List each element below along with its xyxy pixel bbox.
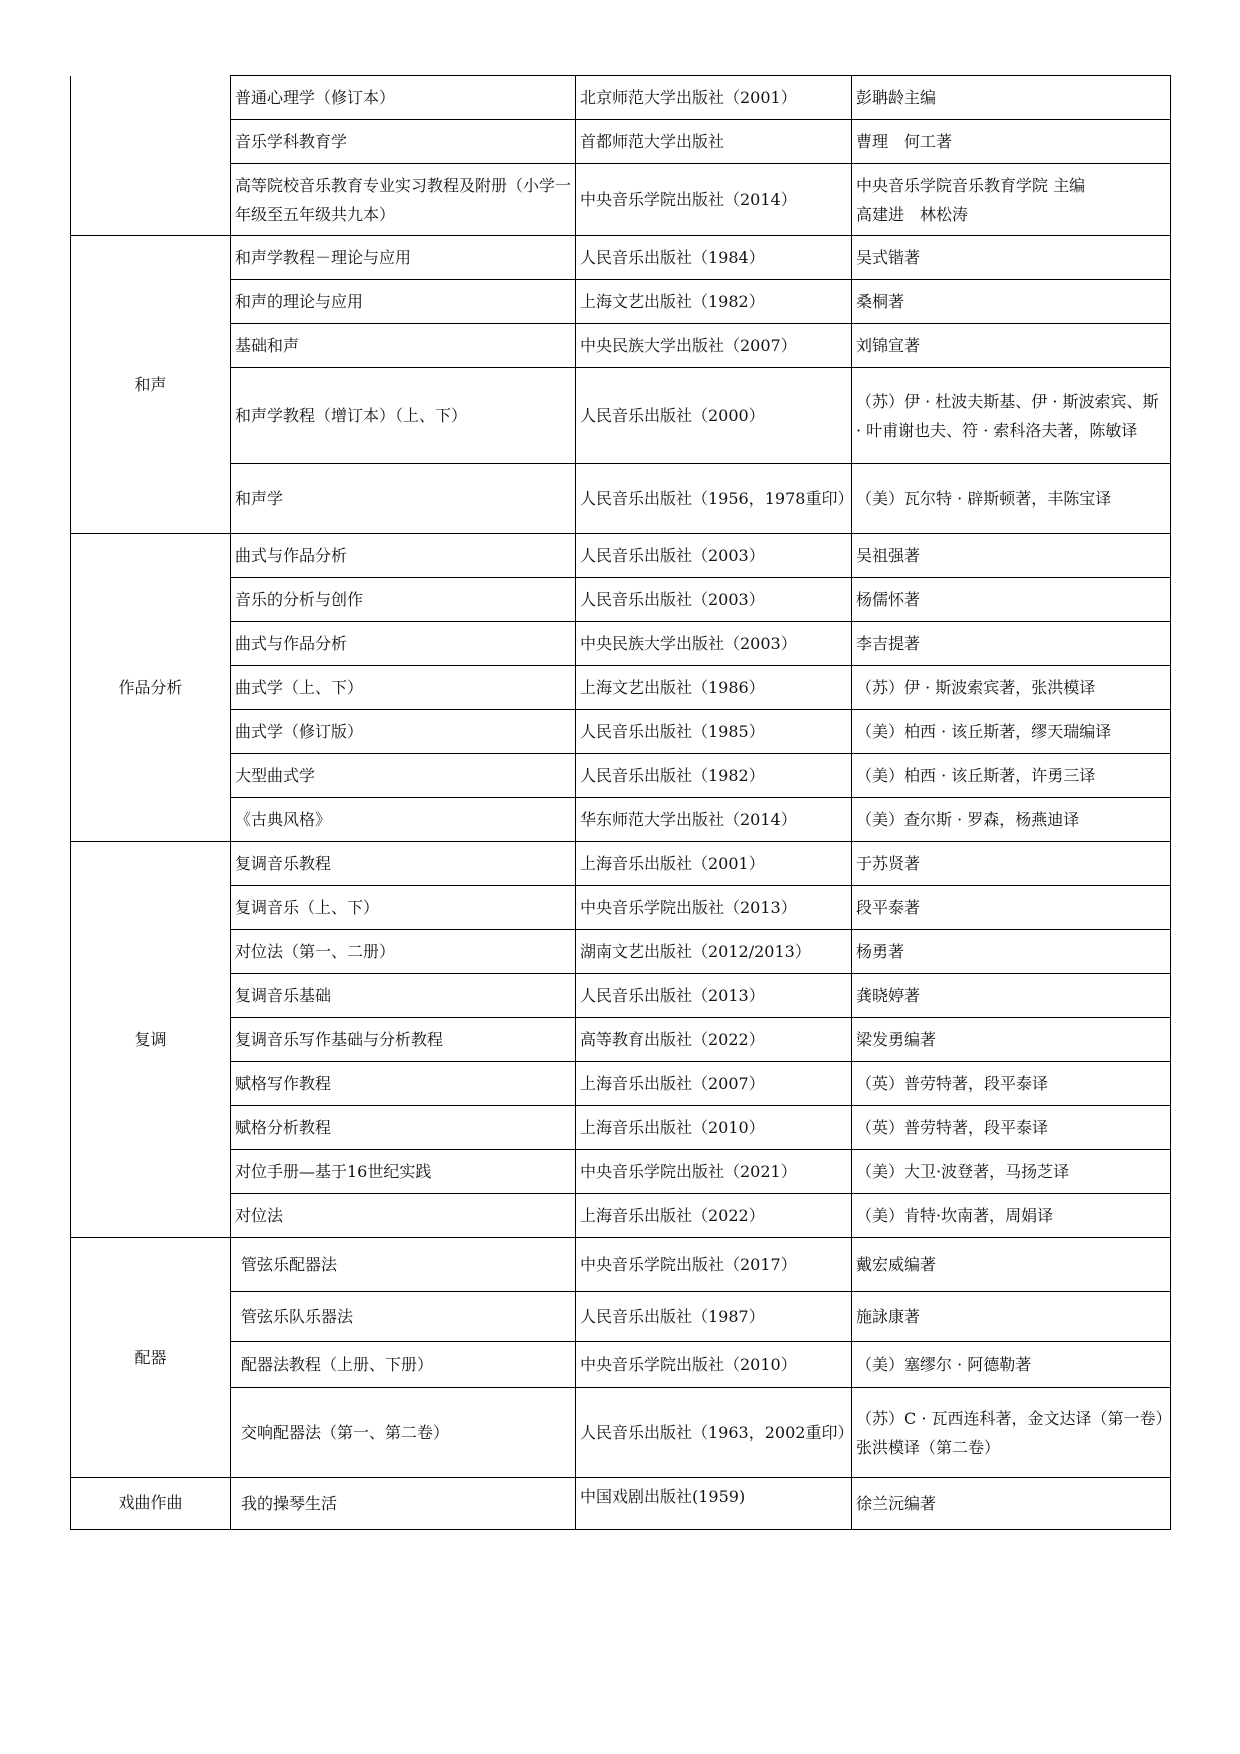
- book-title: 赋格写作教程: [231, 1062, 576, 1106]
- publisher: 首都师范大学出版社: [576, 120, 852, 164]
- book-title: 复调音乐教程: [231, 842, 576, 886]
- publisher: 中央音乐学院出版社（2013）: [576, 886, 852, 930]
- book-title: 我的操琴生活: [231, 1478, 576, 1530]
- author: [852, 164, 1171, 236]
- publisher: 人民音乐出版社（1987）: [576, 1292, 852, 1342]
- publisher: 人民音乐出版社（1982）: [576, 754, 852, 798]
- publisher: 上海音乐出版社（2022）: [576, 1194, 852, 1238]
- category-cell: 作品分析: [71, 534, 231, 842]
- book-title: 音乐学科教育学: [231, 120, 576, 164]
- book-title: 交响配器法（第一、第二卷）: [231, 1388, 576, 1478]
- book-title: 管弦乐队乐器法: [231, 1292, 576, 1342]
- publisher: 中央音乐学院出版社（2017）: [576, 1238, 852, 1292]
- author: 龚晓婷著: [852, 974, 1171, 1018]
- publisher: 中央民族大学出版社（2007）: [576, 324, 852, 368]
- author-line: 高建进 林松涛: [856, 204, 969, 224]
- publisher: 人民音乐出版社（2000）: [576, 368, 852, 464]
- book-title: 复调音乐（上、下）: [231, 886, 576, 930]
- book-title: 复调音乐写作基础与分析教程: [231, 1018, 576, 1062]
- author: 曹理 何工著: [852, 120, 1171, 164]
- author: （英）普劳特著，段平泰译: [852, 1062, 1171, 1106]
- publisher: 人民音乐出版社（2013）: [576, 974, 852, 1018]
- category-cell: 配器: [71, 1238, 231, 1478]
- table-row: [71, 1062, 1171, 1106]
- book-title: 对位手册—基于16世纪实践: [231, 1150, 576, 1194]
- author: 于苏贤著: [852, 842, 1171, 886]
- reference-table-page: [70, 75, 1170, 1530]
- table-row: [71, 1106, 1171, 1150]
- book-title: 普通心理学（修订本）: [231, 76, 576, 120]
- table-row: [71, 578, 1171, 622]
- publisher: 人民音乐出版社（1985）: [576, 710, 852, 754]
- publisher: 人民音乐出版社（1956，1978重印）: [576, 464, 852, 534]
- book-title: 曲式学（修订版）: [231, 710, 576, 754]
- book-title: 对位法: [231, 1194, 576, 1238]
- table-row: [71, 1342, 1171, 1388]
- table-row: [71, 76, 1171, 120]
- author: 刘锦宣著: [852, 324, 1171, 368]
- author: （美）柏西 · 该丘斯著，许勇三译: [852, 754, 1171, 798]
- publisher: 中央音乐学院出版社（2010）: [576, 1342, 852, 1388]
- publisher: 北京师范大学出版社（2001）: [576, 76, 852, 120]
- publisher: 人民音乐出版社（1984）: [576, 236, 852, 280]
- author: （美）瓦尔特 · 辟斯顿著，丰陈宝译: [852, 464, 1171, 534]
- book-title: 高等院校音乐教育专业实习教程及附册（小学一年级至五年级共九本）: [231, 164, 576, 236]
- publisher: 中央民族大学出版社（2003）: [576, 622, 852, 666]
- author: 梁发勇编著: [852, 1018, 1171, 1062]
- book-title: 和声学教程（增订本）（上、下）: [231, 368, 576, 464]
- table-row: [71, 710, 1171, 754]
- author: 吴祖强著: [852, 534, 1171, 578]
- book-title: 基础和声: [231, 324, 576, 368]
- author: （美）肯特·坎南著，周娟译: [852, 1194, 1171, 1238]
- category-cell: 复调: [71, 842, 231, 1238]
- category-cell: 和声: [71, 236, 231, 534]
- book-title: 和声学教程－理论与应用: [231, 236, 576, 280]
- category-cell: 戏曲作曲: [71, 1478, 231, 1530]
- book-title: 大型曲式学: [231, 754, 576, 798]
- table-row: [71, 368, 1171, 464]
- publisher: 人民音乐出版社（2003）: [576, 578, 852, 622]
- publisher: 上海音乐出版社（2001）: [576, 842, 852, 886]
- book-title: 和声的理论与应用: [231, 280, 576, 324]
- table-row: [71, 120, 1171, 164]
- table-row: [71, 1478, 1171, 1530]
- publisher: 人民音乐出版社（2003）: [576, 534, 852, 578]
- table-row: [71, 324, 1171, 368]
- table-row: [71, 930, 1171, 974]
- author: 李吉提著: [852, 622, 1171, 666]
- author: （美）查尔斯 · 罗森，杨燕迪译: [852, 798, 1171, 842]
- publisher: 人民音乐出版社（1963，2002重印）: [576, 1388, 852, 1478]
- table-row: [71, 1194, 1171, 1238]
- book-title: 赋格分析教程: [231, 1106, 576, 1150]
- book-title: 和声学: [231, 464, 576, 534]
- author: 段平泰著: [852, 886, 1171, 930]
- book-title: 管弦乐配器法: [231, 1238, 576, 1292]
- table-row: [71, 622, 1171, 666]
- publisher: 中央音乐学院出版社（2021）: [576, 1150, 852, 1194]
- author: （美）柏西 · 该丘斯著，缪天瑞编译: [852, 710, 1171, 754]
- author: （苏）伊 · 杜波夫斯基、伊 · 斯波索宾、斯 · 叶甫谢也夫、符 · 索科洛夫著，陈敏译: [852, 368, 1171, 464]
- publisher: 上海文艺出版社（1986）: [576, 666, 852, 710]
- author: [852, 1388, 1171, 1478]
- table-row: [71, 754, 1171, 798]
- table-row: [71, 280, 1171, 324]
- publisher: 高等教育出版社（2022）: [576, 1018, 852, 1062]
- table-row: [71, 798, 1171, 842]
- author: 杨勇著: [852, 930, 1171, 974]
- table-row: [71, 1388, 1171, 1478]
- table-row: [71, 464, 1171, 534]
- author: 徐兰沅编著: [852, 1478, 1171, 1530]
- author: 吴式锴著: [852, 236, 1171, 280]
- publisher: 湖南文艺出版社（2012/2013）: [576, 930, 852, 974]
- table-row: [71, 842, 1171, 886]
- table-row: [71, 1018, 1171, 1062]
- table-row: [71, 164, 1171, 236]
- author: 彭聃龄主编: [852, 76, 1171, 120]
- author-line: （苏）C · 瓦西连科著，金文达译（第一卷）: [856, 1408, 1172, 1428]
- author: （美）大卫·波登著，马扬芝译: [852, 1150, 1171, 1194]
- author: 桑桐著: [852, 280, 1171, 324]
- book-title: 曲式学（上、下）: [231, 666, 576, 710]
- table-row: [71, 1292, 1171, 1342]
- book-title: 《古典风格》: [231, 798, 576, 842]
- author: （英）普劳特著，段平泰译: [852, 1106, 1171, 1150]
- table-row: [71, 1238, 1171, 1292]
- book-title: 配器法教程（上册、下册）: [231, 1342, 576, 1388]
- publisher: 上海文艺出版社（1982）: [576, 280, 852, 324]
- author-line: 中央音乐学院音乐教育学院 主编: [856, 175, 1086, 195]
- book-title: 曲式与作品分析: [231, 622, 576, 666]
- author: （苏）伊 · 斯波索宾著，张洪模译: [852, 666, 1171, 710]
- publisher: 华东师范大学出版社（2014）: [576, 798, 852, 842]
- table-row: [71, 974, 1171, 1018]
- table-row: [71, 236, 1171, 280]
- author: 杨儒怀著: [852, 578, 1171, 622]
- publisher: 中国戏剧出版社(1959): [576, 1478, 852, 1530]
- book-title: 对位法（第一、二册）: [231, 930, 576, 974]
- category-cell: [71, 76, 231, 236]
- table-row: [71, 1150, 1171, 1194]
- author: 施詠康著: [852, 1292, 1171, 1342]
- publisher: 上海音乐出版社（2010）: [576, 1106, 852, 1150]
- reference-table: [70, 75, 1171, 1530]
- table-row: [71, 534, 1171, 578]
- author: （美）塞缪尔 · 阿德勒著: [852, 1342, 1171, 1388]
- table-row: [71, 886, 1171, 930]
- publisher: 上海音乐出版社（2007）: [576, 1062, 852, 1106]
- book-title: 复调音乐基础: [231, 974, 576, 1018]
- book-title: 音乐的分析与创作: [231, 578, 576, 622]
- author: 戴宏威编著: [852, 1238, 1171, 1292]
- publisher: 中央音乐学院出版社（2014）: [576, 164, 852, 236]
- book-title: 曲式与作品分析: [231, 534, 576, 578]
- author-line: 张洪模译（第二卷）: [856, 1437, 1001, 1457]
- table-row: [71, 666, 1171, 710]
